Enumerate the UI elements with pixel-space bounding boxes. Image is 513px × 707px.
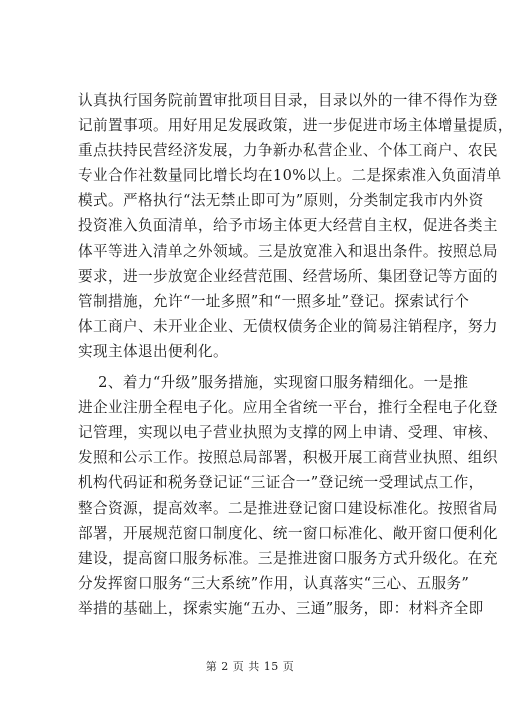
text-line: 认真执行国务院前置审批项目目录，目录以外的一律不得作为登 (78, 92, 498, 109)
text-line: 2、着力“升级”服务措施，实现窗口服务精细化。一是推 (78, 374, 469, 392)
text-line: 管制措施，允许“一址多照”和“一照多址”登记。探索试行个 (78, 292, 470, 310)
text-line: 实现主体退出便利化。 (78, 342, 228, 360)
paragraph-1 (78, 88, 513, 364)
text-line: 专业合作社数量同比增长均在10%以上。二是探索准入负面清单 (78, 167, 502, 185)
text-line: 部署，开展规范窗口制度化、统一窗口标准化、敞开窗口便利化 (78, 524, 498, 542)
text-line: 记管理，实现以电子营业执照为支撑的网上申请、受理、审核、 (78, 424, 498, 442)
text-line: 重点扶持民营经济发展，力争新办私营企业、个体工商户、农民 (78, 142, 498, 160)
text-line: 整合资源，提高效率。二是推进登记窗口建设标准化。按照省局 (78, 499, 498, 517)
text-line: 机构代码证和税务登记证“三证合一”登记统一受理试点工作， (78, 474, 484, 492)
text-line: 分发挥窗口服务“三大系统”作用，认真落实“三心、五服务” (78, 574, 470, 592)
body-text (78, 88, 513, 621)
text-line: 记前置事项。用好用足发展政策，进一步促进市场主体增量提质， (78, 117, 513, 135)
text-line: 投资准入负面清单，给予市场主体更大经营自主权，促进各类主 (78, 217, 498, 235)
text-line: 举措的基础上，探索实施“五办、三通”服务，即：材料齐全即 (78, 599, 484, 617)
text-line: 体工商户、未开业企业、无债权债务企业的简易注销程序，努力 (78, 317, 498, 335)
text-line: 进企业注册全程电子化。应用全省统一平台，推行全程电子化登 (78, 399, 498, 417)
paragraph-2 (78, 370, 498, 621)
text-line: 体平等进入清单之外领域。三是放宽准入和退出条件。按照总局 (78, 242, 498, 260)
text-line: 模式。严格执行“法无禁止即可为”原则，分类制定我市内外资 (78, 192, 484, 210)
text-line: 建设，提高窗口服务标准。三是推进窗口服务方式升级化。在充 (78, 549, 498, 567)
text-line: 要求，进一步放宽企业经营范围、经营场所、集团登记等方面的 (78, 267, 498, 285)
text-line: 发照和公示工作。按照总局部署，积极开展工商营业执照、组织 (78, 449, 498, 467)
page-footer: 第 2 页 共 15 页 (205, 660, 295, 673)
